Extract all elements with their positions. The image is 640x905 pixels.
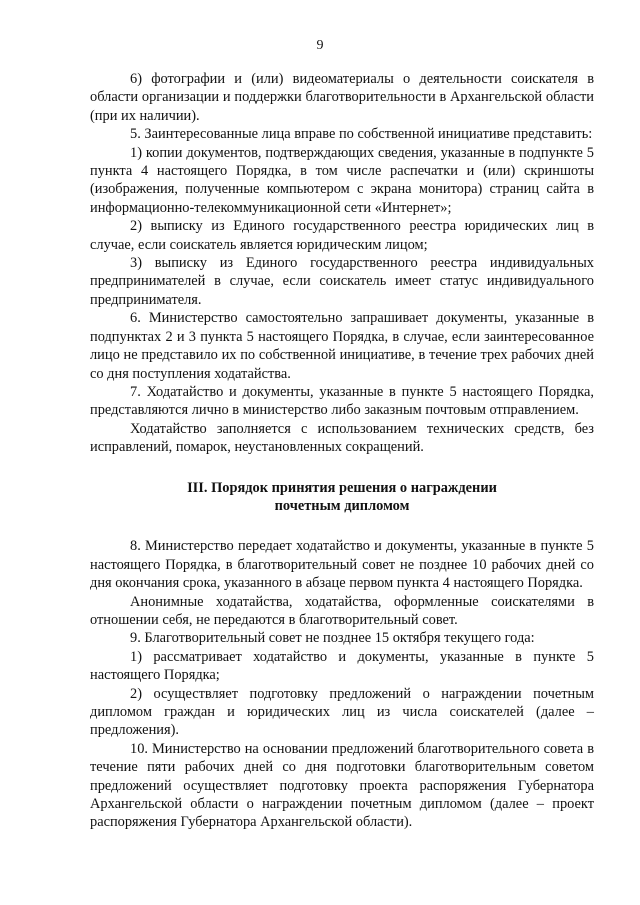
page-number: 9 xyxy=(316,38,324,53)
document-body xyxy=(90,70,594,832)
paragraph: 10. Министерство на основании предложений благотворительного совета в течение пяти рабочих дней со дня подготовки благотворительным советом предложений осуществляет подготовку проекта распоряжения Губернатора Архангельской области о награждении почетным дипломом (далее – проект распоряжения Губернатора Архангельской области). xyxy=(90,740,594,831)
paragraph: 1) рассматривает ходатайство и документы, указанные в пункте 5 настоящего Порядка; xyxy=(90,648,594,684)
section-heading-line: почетным дипломом xyxy=(274,497,410,514)
section-heading xyxy=(90,479,594,516)
paragraph: 2) выписку из Единого государственного реестра юридических лиц в случае, если соискатель является юридическим лицом; xyxy=(90,218,594,253)
section-heading-line: III. Порядок принятия решения о награждении xyxy=(187,479,497,496)
paragraph: 9. Благотворительный совет не позднее 15 октября текущего года: xyxy=(130,630,535,647)
paragraph: 8. Министерство передает ходатайство и документы, указанные в пункте 5 настоящего Порядка, в благотворительный совет не позднее 10 рабочих дней со дня окончания срока, указанного в абзаце первом пункта 4 настоящего Порядка. xyxy=(90,538,594,592)
paragraph: Ходатайство заполняется с использованием технических средств, без исправлений, помарок, неустановленных сокращений. xyxy=(90,420,594,456)
paragraph: 6. Министерство самостоятельно запрашивает документы, указанные в подпунктах 2 и 3 пункта 5 настоящего Порядка, в случае, если заинтересованное лицо не представило их по собственной инициативе, в течение трех рабочих дней со дня поступления ходатайства. xyxy=(90,310,594,382)
paragraph: 5. Заинтересованные лица вправе по собственной инициативе представить: xyxy=(130,126,593,143)
paragraph: 1) копии документов, подтверждающих сведения, указанные в подпункте 5 пункта 4 настоящего Порядка, в том числе распечатки и (или) скриншоты (изображения, полученные компьютером с экрана монитора) страниц сайта в информационно-телекоммуникационной сети «Интернет»; xyxy=(90,144,594,216)
paragraph: Анонимные ходатайства, ходатайства, оформленные соискателями в отношении себя, не передаются в благотворительный совет. xyxy=(90,593,594,628)
paragraph: 7. Ходатайство и документы, указанные в пункте 5 настоящего Порядка, представляются лично в министерство либо заказным почтовым отправлением. xyxy=(90,383,594,419)
paragraph: 2) осуществляет подготовку предложений о награждении почетным дипломом граждан и юридических лиц из числа соискателей (далее – предложения). xyxy=(90,685,594,739)
paragraph: 6) фотографии и (или) видеоматериалы о деятельности соискателя в области организации и поддержки благотворительности в Архангельской области (при их наличии). xyxy=(90,71,594,124)
paragraph: 3) выписку из Единого государственного реестра индивидуальных предпринимателей в случае, если соискатель имеет статус индивидуального предпринимателя. xyxy=(90,255,594,308)
